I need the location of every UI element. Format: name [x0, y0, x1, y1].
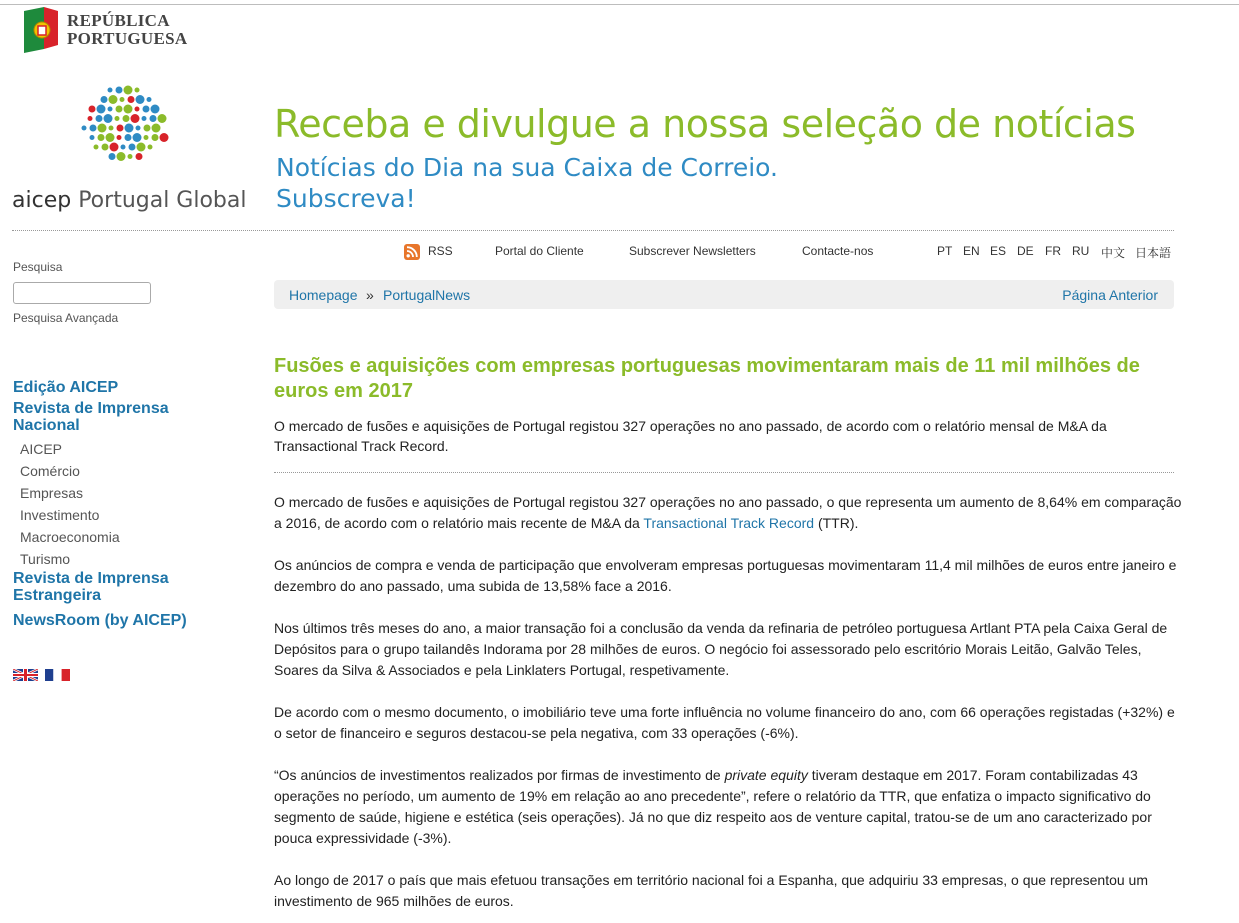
advanced-search-link[interactable]: Pesquisa Avançada [13, 311, 119, 325]
banner-subline-1: Notícias do Dia na sua Caixa de Correio. [276, 153, 778, 182]
lang-fr[interactable]: FR [1045, 244, 1061, 258]
logo-line-1: REPÚBLICA [67, 11, 170, 30]
sidebar-subitem-comercio[interactable]: Comércio [20, 463, 80, 479]
republica-portuguesa-emblem-icon[interactable] [18, 5, 62, 55]
banner-headline[interactable]: Receba e divulgue a nossa seleção de notícias [274, 102, 1136, 146]
logo-line-2: PORTUGUESA [67, 29, 188, 48]
brand-name-a: aicep [12, 188, 72, 213]
paragraph-5-emphasis: private equity [724, 767, 808, 783]
header-divider [12, 230, 1174, 231]
uk-flag-icon[interactable] [13, 669, 38, 681]
search-input[interactable] [13, 282, 151, 304]
paragraph-1-text: O mercado de fusões e aquisições de Portugal registou 327 operações no ano passado, o que representa um aumento de 8,64% em comparação a 2016, de acordo com o relatório mais recente de M&A da [274, 494, 1182, 531]
lang-zh[interactable]: 中文 [1101, 246, 1126, 260]
paragraph-5-text: “Os anúncios de investimentos realizados por firmas de investimento de [274, 767, 725, 783]
article-paragraph-4: De acordo com o mesmo documento, o imobiliário teve uma forte influência no volume financeiro do ano, com 66 operações registadas (+32%) e o setor de financeiro e seguros destacou-se pela negativa, com 33 operações (-6%). [274, 704, 1175, 741]
contacte-nos-link[interactable]: Contacte-nos [802, 244, 874, 258]
article-paragraph-2: Os anúncios de compra e venda de participação que envolveram empresas portuguesas movimentaram 11,4 mil milhões de euros entre janeiro e dezembro do ano passado, uma subida de 13,58% face a 2016. [274, 557, 1177, 594]
rss-link[interactable]: RSS [428, 244, 453, 258]
sidebar-item-edicao-aicep[interactable]: Edição AICEP [13, 379, 119, 396]
sidebar-subitem-turismo[interactable]: Turismo [20, 551, 71, 567]
banner-subscribe-link[interactable]: Subscreva! [276, 184, 416, 213]
portal-cliente-link[interactable]: Portal do Cliente [495, 244, 584, 258]
sidebar-item-revista-nacional[interactable]: Revista de Imprensa Nacional [13, 400, 169, 434]
lang-de[interactable]: DE [1017, 244, 1034, 258]
lang-ja[interactable]: 日本語 [1135, 246, 1172, 260]
search-label: Pesquisa [13, 260, 63, 274]
sidebar-nav [13, 379, 213, 633]
language-flags [13, 669, 73, 687]
article-paragraph-1 [274, 492, 1184, 534]
lang-es[interactable]: ES [990, 244, 1007, 258]
aicep-brand-name[interactable] [12, 188, 247, 213]
ttr-link[interactable]: Transactional Track Record [643, 515, 815, 531]
lang-ru[interactable]: RU [1072, 244, 1090, 258]
aicep-dots-logo-icon[interactable] [78, 84, 170, 164]
sidebar-item-revista-estrangeira[interactable]: Revista de Imprensa Estrangeira [13, 570, 169, 604]
article-lead: O mercado de fusões e aquisições de Portugal registou 327 operações no ano passado, de acordo com o relatório mensal de M&A da Transactional Track Record. [274, 418, 1107, 454]
sidebar-item-newsroom[interactable]: NewsRoom (by AICEP) [13, 612, 187, 629]
breadcrumb [274, 280, 1174, 309]
paragraph-5-tail: tiveram destaque em 2017. Foram contabilizadas 43 operações no período, um aumento de 19% em relação ao ano precedente”, refere o relatório da TTR, que enfatiza o impacto significativo do segmento de saúde, higiene e estética (seis operações). Já no que diz respeito aos de venture capital, tratou-se de um ano caracterizado por pouca expressividade (-3%). [274, 767, 1152, 846]
breadcrumb-separator: » [366, 287, 374, 303]
rss-icon[interactable] [404, 244, 420, 260]
sidebar-subitem-investimento[interactable]: Investimento [20, 507, 100, 523]
breadcrumb-portugalnews[interactable]: PortugalNews [383, 287, 471, 303]
breadcrumb-home[interactable]: Homepage [289, 287, 358, 303]
lang-en[interactable]: EN [963, 244, 980, 258]
pagina-anterior-link[interactable]: Página Anterior [1062, 287, 1158, 303]
sidebar-subitem-aicep[interactable]: AICEP [20, 441, 63, 457]
subscrever-newsletters-link[interactable]: Subscrever Newsletters [629, 244, 756, 258]
article-paragraph-5 [274, 765, 1184, 849]
article-paragraph-6: Ao longo de 2017 o país que mais efetuou transações em território nacional foi a Espanha, que adquiriu 33 empresas, o que representou um investimento de 965 milhões de euros. [274, 872, 1149, 909]
brand-name-b: Portugal Global [78, 188, 247, 213]
banner-subtitle[interactable] [276, 152, 778, 214]
republica-portuguesa-logo[interactable] [67, 12, 187, 48]
article-paragraph-3: Nos últimos três meses do ano, a maior transação foi a conclusão da venda da refinaria de petróleo portuguesa Artlant PTA pela Caixa Geral de Depósitos para o grupo tailandês Indorama por 28 milhões de euros. O negócio foi assessorado pelo escritório Morais Leitão, Galvão Teles, Soares da Silva & Associados e pela Linklaters Portugal, respetivamente. [274, 620, 1168, 678]
paragraph-1-tail: (TTR). [814, 515, 859, 531]
sidebar-subitem-macroeconomia[interactable]: Macroeconomia [20, 529, 120, 545]
france-flag-icon[interactable] [45, 669, 70, 681]
article-divider [274, 472, 1174, 473]
sidebar-subitem-empresas[interactable]: Empresas [20, 485, 84, 501]
lang-pt[interactable]: PT [937, 244, 953, 258]
top-border [0, 4, 1239, 5]
article-title: Fusões e aquisições com empresas portuguesas movimentaram mais de 11 mil milhões de euros em 2017 [274, 355, 1140, 402]
